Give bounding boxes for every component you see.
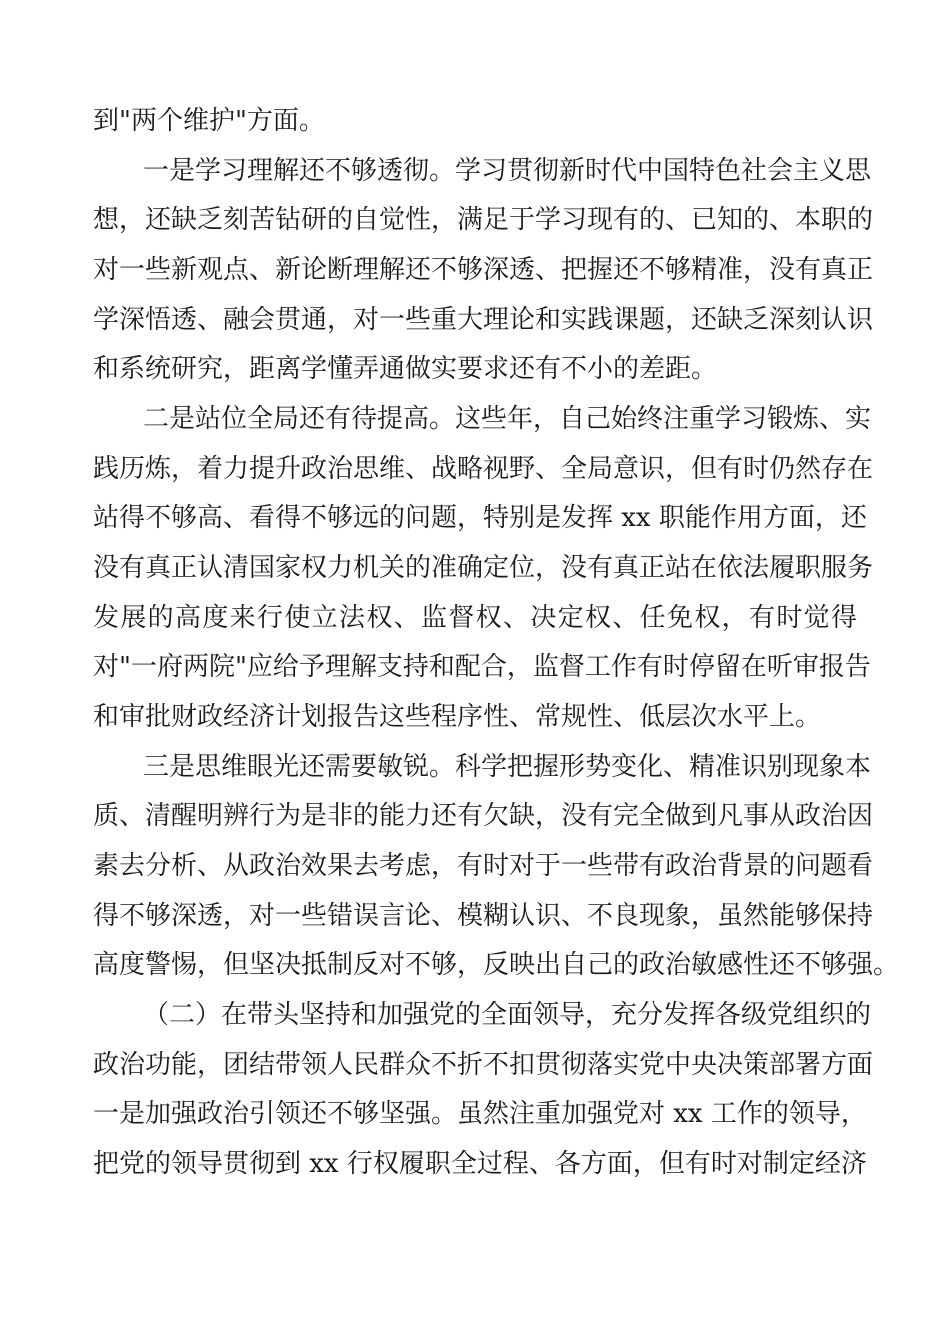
text-line-4: 对一些新观点、新论断理解还不够深透、把握还不够精准，没有真正 — [93, 255, 874, 285]
text-line-15: 质、清醒明辨行为是非的能力还有欠缺，没有完全做到凡事从政治因 — [93, 801, 874, 831]
text-line-22: 把党的领导贯彻到 xx 行权履职全过程、各方面，但有时对制定经济 — [93, 1149, 867, 1179]
text-line-1: 到"两个维护"方面。 — [93, 106, 325, 136]
text-line-14: 三是思维眼光还需要敏锐。科学把握形势变化、精准识别现象本 — [143, 752, 872, 782]
text-line-17: 得不够深透，对一些错误言论、模糊认识、不良现象，虽然能够保持 — [93, 901, 874, 931]
text-line-6: 和系统研究，距离学懂弄通做实要求还有不小的差距。 — [93, 354, 718, 384]
text-line-13: 和审批财政经济计划报告这些程序性、常规性、低层次水平上。 — [93, 702, 822, 732]
text-line-10: 没有真正认清国家权力机关的准确定位，没有真正站在依法履职服务 — [93, 553, 874, 583]
text-line-8: 践历炼，着力提升政治思维、战略视野、全局意识，但有时仍然存在 — [93, 454, 874, 484]
text-line-7: 二是站位全局还有待提高。这些年，自己始终注重学习锻炼、实 — [143, 404, 872, 434]
text-line-5: 学深悟透、融会贯通，对一些重大理论和实践课题，还缺乏深刻认识 — [93, 305, 874, 335]
text-line-16: 素去分析、从政治效果去考虑，有时对于一些带有政治背景的问题看 — [93, 851, 874, 881]
text-line-12: 对"一府两院"应给予理解支持和配合，监督工作有时停留在听审报告 — [93, 652, 871, 682]
text-line-3: 想，还缺乏刻苦钻研的自觉性，满足于学习现有的、已知的、本职的 — [93, 205, 874, 235]
text-line-21: 一是加强政治引领还不够坚强。虽然注重加强党对 xx 工作的领导， — [93, 1099, 867, 1129]
text-line-18: 高度警惕，但坚决抵制反对不够，反映出自己的政治敏感性还不够强。 — [93, 950, 900, 980]
text-line-20: 政治功能，团结带领人民群众不折不扣贯彻落实党中央决策部署方面 — [93, 1050, 874, 1080]
text-line-11: 发展的高度来行使立法权、监督权、决定权、任免权，有时觉得 — [93, 603, 857, 633]
text-line-19: （二）在带头坚持和加强党的全面领导，充分发挥各级党组织的 — [143, 1000, 872, 1030]
text-line-9: 站得不够高、看得不够远的问题，特别是发挥 xx 职能作用方面，还 — [93, 503, 867, 533]
text-line-2: 一是学习理解还不够透彻。学习贯彻新时代中国特色社会主义思 — [143, 156, 872, 186]
